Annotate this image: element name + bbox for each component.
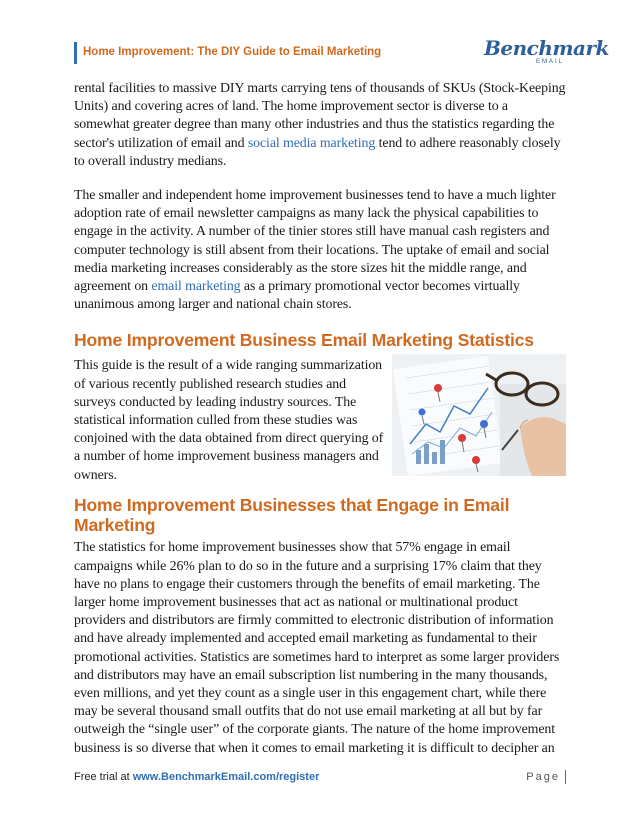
footer-accent-bar (565, 770, 566, 784)
footer-register-link[interactable]: www.BenchmarkEmail.com/register (132, 771, 320, 783)
footer-prefix: Free trial at (74, 771, 133, 783)
page-footer (74, 771, 566, 787)
footer-page-label: Page (526, 771, 560, 783)
intro-section (74, 357, 566, 483)
paragraph-statistics-engagement: The statistics for home improvement businesses show that 57% engage in email campaigns while 26% plan to do so in the future and a surprising 17% claim that they have no plans to engage their customers through the benefits of email marketing. The larger home improvement businesses that act as national or multinational product providers and distributors are firmly committed to electronic distribution of information and have already implemented and accepted email marketing as fundamental to their promotional activities. Statistics are sometimes hard to interpret as some larger providers and distributors may have an email subscription list numbering in the many thousands, even millions, and yet they count as a single user in this engagement chart, while there may be several thousand small outfits that do not use email marketing at all but by far outweigh the “single user” of the corporate giants. The nature of the home improvement business is so diverse that when it comes to email marketing it is difficult to decipher an (74, 540, 560, 756)
page-content (74, 80, 566, 758)
paragraph-text: rental facilities to massive DIY marts carrying tens of thousands of SKUs (Stock-Keeping Units) and covering acres of land. The home improvement sector is diverse to a somewhat greater degree than many other industries and thus the statistics regarding the sector's utilization of email and (74, 81, 566, 151)
social-media-marketing-link[interactable]: social media marketing (247, 135, 376, 151)
paragraph-guide-intro: This guide is the result of a wide ranging summarization of various recently published research studies and surveys conducted by leading industry sources. The statistical information culled from these studies was conjoined with the data obtained from direct querying of a number of home improvement business managers and owners. (74, 358, 384, 483)
header-accent-bar (74, 42, 77, 64)
benchmark-logo[interactable] (482, 36, 609, 68)
section-heading-engage-email: Home Improvement Businesses that Engage in Email Marketing (74, 495, 510, 536)
header-title: Home Improvement: The DIY Guide to Email Marketing (83, 46, 382, 58)
logo-wordmark: Benchmark (484, 36, 609, 60)
charts-photo-illustration (392, 354, 566, 476)
charts-photo-image (392, 354, 566, 476)
page-header (74, 36, 609, 66)
logo-subtext: EMAIL (535, 59, 564, 65)
footer-trial-text (74, 771, 319, 783)
paragraph-smaller-businesses (74, 187, 566, 314)
section-heading-statistics: Home Improvement Business Email Marketing Statistics (74, 330, 534, 351)
email-marketing-link[interactable]: email marketing (151, 279, 241, 295)
paragraph-text: The smaller and independent home improvement businesses tend to have a much lighter adoption rate of email newsletter campaigns as many lack the physical capabilities to engage in the activity. A number of the tinier stores still have manual cash registers and computer technology is still absent from their locations. The uptake of email and social media marketing increases considerably as the store sizes hit the middle range, and agreement on (74, 188, 556, 295)
paragraph-text: tend to adhere reasonably closely to overall industry medians. (74, 135, 561, 169)
paragraph-rental-facilities (74, 80, 566, 171)
paragraph-text: as a primary promotional vector becomes virtually unanimous among larger and national chain stores. (74, 279, 520, 313)
